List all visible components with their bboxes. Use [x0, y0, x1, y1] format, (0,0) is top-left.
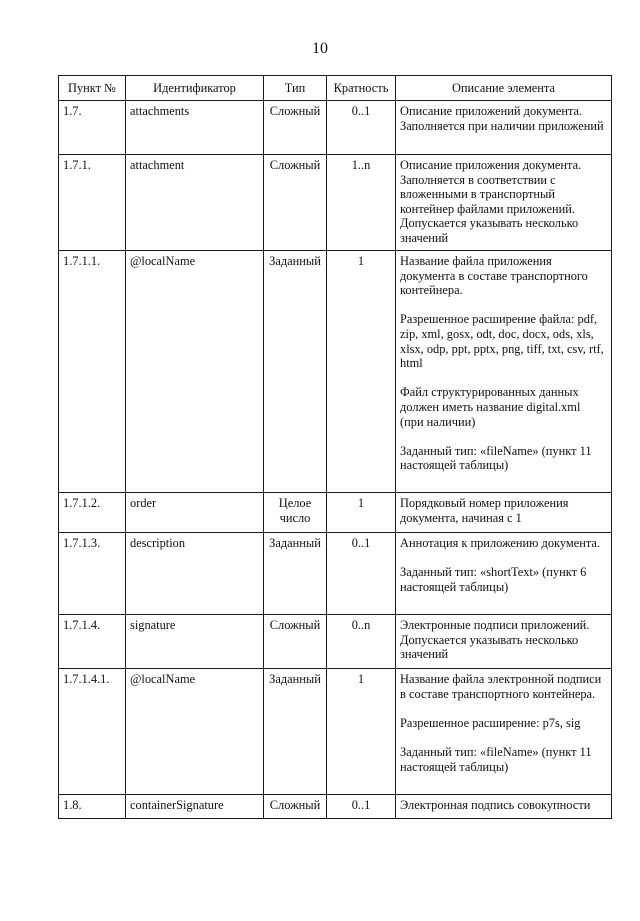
description-cell — [396, 493, 612, 533]
description-paragraph: Название файла приложения документа в составе транспортного контейнера. — [400, 254, 588, 298]
item-number-cell: 1.7.1.4.1. — [59, 669, 126, 795]
table-header-row — [59, 76, 612, 101]
multiplicity-cell: 1..n — [327, 155, 396, 251]
description-paragraph: Разрешенное расширение файла: pdf, zip, xml, gosx, odt, doc, docx, ods, xls, xlsx, odp, ppt, pptx, png, tiff, txt, csv, rtf, html — [400, 312, 604, 371]
table-row — [59, 155, 612, 251]
type-cell: Заданный — [264, 251, 327, 493]
type-cell: Сложный — [264, 155, 327, 251]
table-row — [59, 251, 612, 493]
table-row — [59, 493, 612, 533]
description-cell — [396, 533, 612, 615]
header-description: Описание элемента — [396, 76, 612, 101]
description-cell — [396, 669, 612, 795]
type-cell: Заданный — [264, 533, 327, 615]
type-cell: Сложный — [264, 101, 327, 155]
identifier-cell: attachment — [126, 155, 264, 251]
description-cell — [396, 251, 612, 493]
description-paragraph: Файл структурированных данных должен иметь название digital.xml (при наличии) — [400, 385, 581, 429]
type-cell: Сложный — [264, 795, 327, 819]
type-cell: Сложный — [264, 615, 327, 669]
multiplicity-cell: 1 — [327, 493, 396, 533]
table-row — [59, 533, 612, 615]
identifier-cell: @localName — [126, 251, 264, 493]
description-paragraph: Порядковый номер приложения документа, начиная с 1 — [400, 496, 569, 525]
identifier-cell: description — [126, 533, 264, 615]
header-type: Тип — [264, 76, 327, 101]
item-number-cell: 1.7.1.1. — [59, 251, 126, 493]
identifier-cell: containerSignature — [126, 795, 264, 819]
table-row — [59, 795, 612, 819]
description-cell — [396, 615, 612, 669]
description-cell — [396, 795, 612, 819]
table-row — [59, 669, 612, 795]
description-paragraph: Электронная подпись совокупности — [400, 798, 591, 812]
multiplicity-cell: 1 — [327, 669, 396, 795]
type-cell: Заданный — [264, 669, 327, 795]
table-row — [59, 101, 612, 155]
description-cell — [396, 155, 612, 251]
multiplicity-cell: 0..1 — [327, 101, 396, 155]
item-number-cell: 1.8. — [59, 795, 126, 819]
table-row — [59, 615, 612, 669]
description-paragraph: Описание приложений документа. Заполняется при наличии приложений — [400, 104, 604, 133]
identifier-cell: signature — [126, 615, 264, 669]
description-paragraph: Разрешенное расширение: p7s, sig — [400, 715, 581, 730]
multiplicity-cell: 0..n — [327, 615, 396, 669]
page-number: 10 — [312, 40, 328, 57]
item-number-cell: 1.7.1. — [59, 155, 126, 251]
item-number-cell: 1.7. — [59, 101, 126, 155]
header-item-number: Пункт № — [59, 76, 126, 101]
item-number-cell: 1.7.1.3. — [59, 533, 126, 615]
identifier-cell: attachments — [126, 101, 264, 155]
description-paragraph: Название файла электронной подписи в составе транспортного контейнера. — [400, 672, 602, 701]
description-cell — [396, 101, 612, 155]
multiplicity-cell: 1 — [327, 251, 396, 493]
multiplicity-cell: 0..1 — [327, 795, 396, 819]
header-identifier: Идентификатор — [126, 76, 264, 101]
identifier-cell: order — [126, 493, 264, 533]
item-number-cell: 1.7.1.2. — [59, 493, 126, 533]
item-number-cell: 1.7.1.4. — [59, 615, 126, 669]
identifier-cell: @localName — [126, 669, 264, 795]
element-spec-table — [58, 75, 612, 819]
description-paragraph: Электронные подписи приложений. Допускается указывать несколько значений — [400, 618, 590, 662]
multiplicity-cell: 0..1 — [327, 533, 396, 615]
description-paragraph: Заданный тип: «fileName» (пункт 11 настоящей таблицы) — [400, 443, 592, 473]
description-paragraph: Заданный тип: «fileName» (пункт 11 настоящей таблицы) — [400, 744, 592, 774]
description-paragraph: Заданный тип: «shortText» (пункт 6 настоящей таблицы) — [400, 565, 587, 594]
header-multiplicity: Кратность — [327, 76, 396, 101]
description-paragraph: Аннотация к приложению документа. — [400, 536, 601, 550]
description-paragraph: Описание приложения документа. Заполняется в соответствии с вложенными в транспортный контейнер файлами приложений. Допускается указывать несколько значений — [400, 158, 582, 245]
type-cell: Целое число — [264, 493, 327, 533]
